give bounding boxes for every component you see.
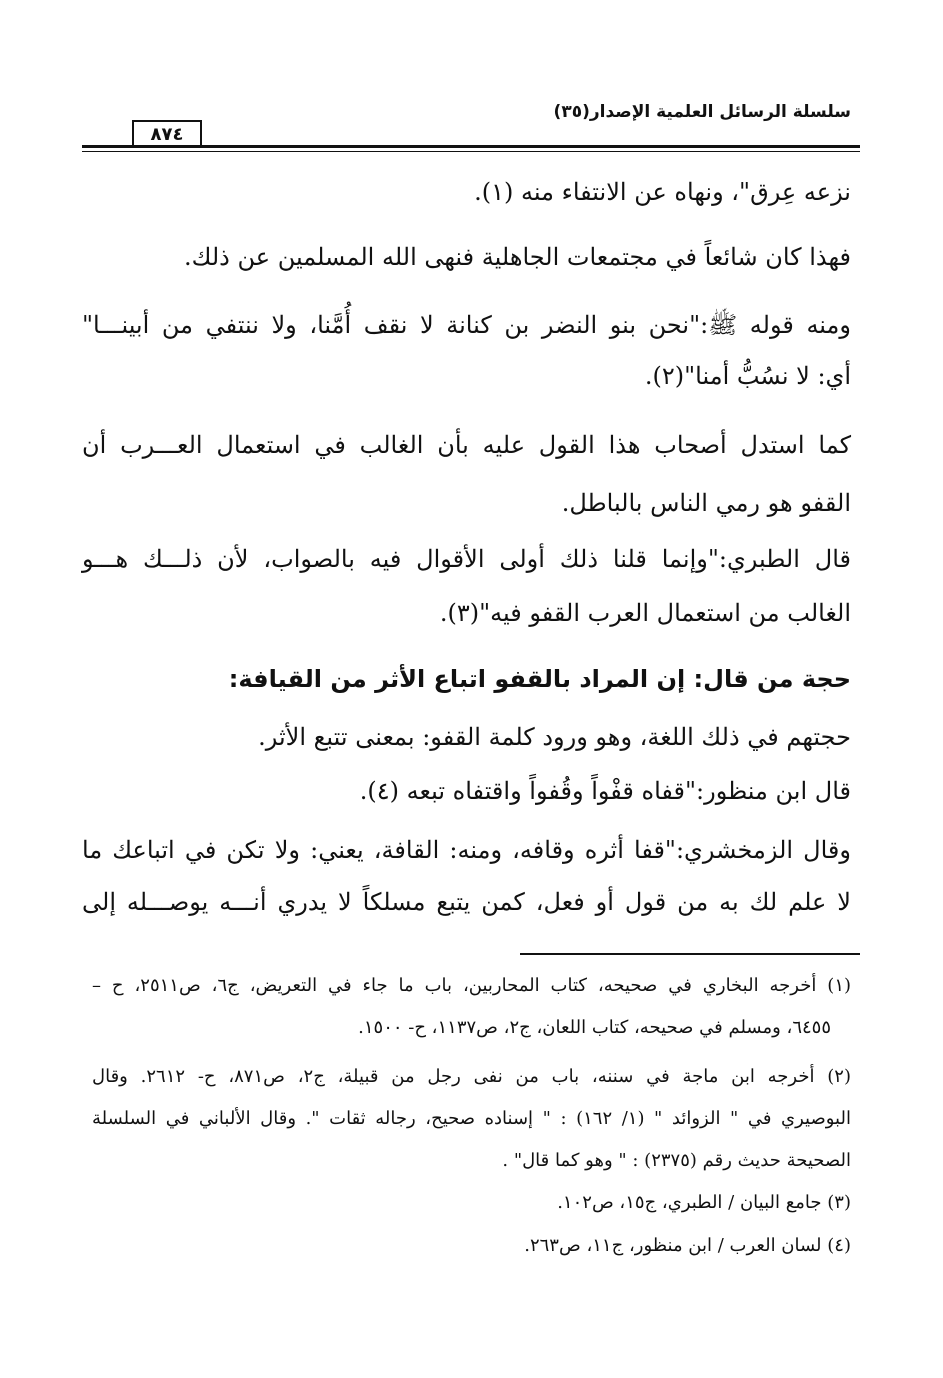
footnote-line: ٦٤٥٥، ومسلم في صحيحه، كتاب اللعان، ج٢، ص١١٣٧، ح- ١٥٠٠. — [358, 1017, 831, 1038]
body-line: أي: لا نسُبُّ أمنا"(٢). — [644, 362, 851, 390]
footnote-line: الصحيحة حديث رقم (٢٣٧٥) : " وهو كما قال" . — [502, 1150, 851, 1171]
footnote-separator — [520, 953, 860, 955]
footnote-line: (٢) أخرجه ابن ماجة في سننه، باب من نفى رجل من قبيلة، ج٢، ص٨٧١، ح- ٢٦١٢. وقال — [92, 1066, 851, 1087]
body-line: لا علم لك به من قول أو فعل، كمن يتبع مسلكاً لا يدري أنـــه يوصـــله إلى — [82, 888, 851, 916]
body-line: قال الطبري:"وإنما قلنا ذلك أولى الأقوال فيه بالصواب، لأن ذلـــك هـــو — [82, 545, 851, 573]
body-line: نزعه عِرق"، ونهاه عن الانتفاء منه (١). — [474, 178, 851, 206]
page-number: ٨٧٤ — [132, 120, 202, 146]
footnote-line: البوصيري في " الزوائد " (١/ ١٦٢) : " إسناده صحيح، رجاله ثقات ". وقال الألباني في السلسلة — [92, 1108, 851, 1129]
body-line: الغالب من استعمال العرب القفو فيه"(٣). — [439, 599, 851, 627]
body-line: فهذا كان شائعاً في مجتمعات الجاهلية فنهى الله المسلمين عن ذلك. — [184, 243, 851, 271]
footnote-line: (٤) لسان العرب / ابن منظور، ج١١، ص٢٦٣. — [524, 1235, 851, 1256]
body-line: حجتهم في ذلك اللغة، وهو ورود كلمة القفو: بمعنى تتبع الأثر. — [258, 723, 851, 751]
body-line: قال ابن منظور:"قفاه قفْواً وقُفواً واقتفاه تبعه (٤). — [359, 777, 851, 805]
body-line: ومنه قوله ﷺ:"نحن بنو النضر بن كنانة لا نقف أُمَّنا، ولا ننتفي من أبينـــا" — [82, 311, 851, 339]
body-line: كما استدل أصحاب هذا القول عليه بأن الغالب في استعمال العـــرب أن — [82, 431, 851, 459]
section-heading: حجة من قال: إن المراد بالقفو اتباع الأثر من القيافة: — [228, 665, 851, 693]
header-rule — [82, 145, 860, 148]
body-line: وقال الزمخشري:"قفا أثره وقافه، ومنه: القافة، يعني: ولا تكن في اتباعك ما — [82, 836, 851, 864]
header-rule-thin — [82, 151, 860, 152]
body-line: القفو هو رمي الناس بالباطل. — [561, 489, 851, 517]
footnote-line: (١) أخرجه البخاري في صحيحه، كتاب المحاربين، باب ما جاء في التعريض، ج٦، ص٢٥١١، ح – — [92, 975, 852, 996]
footnote-line: (٣) جامع البيان / الطبري، ج١٥، ص١٠٢. — [557, 1192, 851, 1213]
series-title: سلسلة الرسائل العلمية الإصدار(٣٥) — [553, 102, 851, 122]
